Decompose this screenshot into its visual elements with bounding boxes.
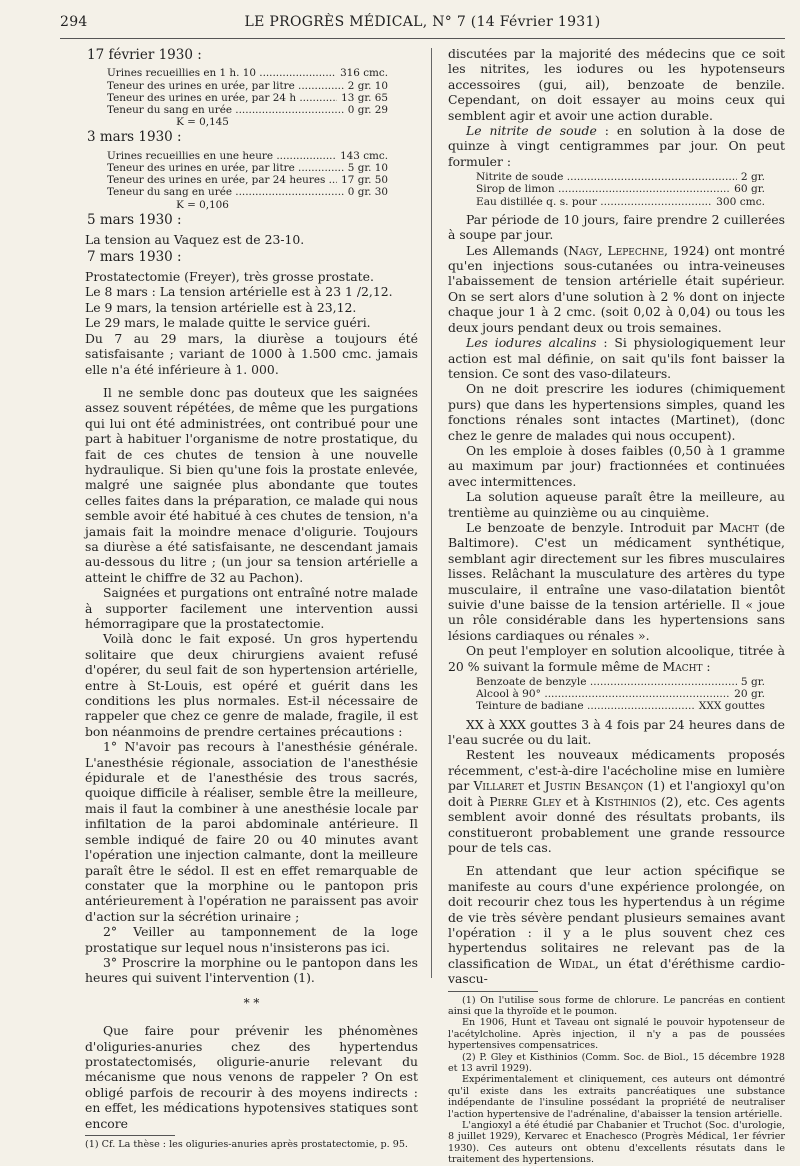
- paragraph: discutées par la majorité des médecins que ce soit les nitrites, les iodures ou les hypotenseurs accessoires (gui, ail), benzoate de benzile. Cependant, on doit essayer au moins ceux qui semblent agir et avoir une action durable.: [448, 46, 785, 123]
- footnote-rule: [85, 1135, 175, 1136]
- k-value-2: K = 0,106: [176, 198, 229, 211]
- paragraph: Que faire pour prévenir les phénomènes d'oliguries-anuries chez des hypertendus prostatectomisés, oligurie-anurie relevant du mécanisme que nous venons de rappeler ? On est obligé parfois de recourir à des moyens indirects : en effet, les médications hypotensives statiques sont encore: [85, 1023, 418, 1131]
- paragraph: Le nitrite de soude : en solution à la dose de quinze à vingt centigrammes par jour. On peut formuler :: [448, 123, 785, 169]
- footnote: (1) Cf. La thèse : les oliguries-anuries après prostatectomie, p. 95.: [85, 1139, 408, 1150]
- section-separator: * *: [243, 995, 260, 1010]
- table-row: Teneur du sang en urée ..... 0 gr. 30: [107, 186, 388, 198]
- urine-table-1: [107, 67, 388, 128]
- journal-title: LE PROGRÈS MÉDICAL, N° 7 (14 Février 1931): [244, 14, 601, 30]
- table-row: Teneur des urines en urée, par 24 h ..... 13 gr. 65: [107, 92, 388, 104]
- footnotes: [448, 995, 785, 1166]
- table-row: Teneur des urines en urée, par litre ..... 2 gr. 10: [107, 80, 388, 92]
- paragraph: Restent les nouveaux médicaments proposés récemment, c'est-à-dire l'acécholine mise en lumière par Villaret et Justin Besançon (1) et l'angioxyl qu'on doit à Pierre Gley et à Kisthinios (2), etc. Ces agents semblent avoir donné des résultats probants, ils constitueront probablement une grande ressource pour de tels cas.: [448, 747, 785, 855]
- footnote: En 1906, Hunt et Taveau ont signalé le pouvoir hypotenseur de l'acétylcholine. Après injection, il n'y a pas de poussées hypertensives compensatrices.: [448, 1017, 785, 1052]
- date-7-mars: 7 mars 1930 :: [87, 248, 182, 265]
- right-column: [448, 46, 785, 1166]
- footnote: L'angioxyl a été étudié par Chabanier et Truchot (Soc. d'urologie, 8 juillet 1929), Kervarec et Enachesco (Progrès Médical, 1er février 1930). Ces auteurs ont obtenu d'excellents résutats dans le traitement des hypertensions.: [448, 1120, 785, 1166]
- urine-table-2: [107, 150, 388, 211]
- paragraph: Les Allemands (Nagy, Lepechne, 1924) ont montré qu'en injections sous-cutanées ou intra-veineuses l'abaissement de tension artérielle était supérieur. On se sert alors d'une solution à 2 % dont on injecte chaque jour 1 à 2 cmc. (soit 0,02 à 0,04) ou tous les deux jours pendant deux ou trois semaines.: [448, 242, 786, 335]
- paragraph: Le 29 mars, le malade quitte le service guéri.: [85, 315, 371, 331]
- paragraph: 3° Proscrire la morphine ou le pantopon dans les heures qui suivent l'intervention (1).: [85, 954, 418, 986]
- footnote: (2) P. Gley et Kisthinios (Comm. Soc. de Biol., 15 décembre 1928 et 13 avril 1929).: [448, 1051, 785, 1074]
- table-row: Sirop de limon ..... 60 gr.: [476, 183, 765, 195]
- page-header: [60, 14, 785, 34]
- paragraph: Le benzoate de benzyle. Introduit par Macht (de Baltimore). C'est un médicament synthétique, semblant agir directement sur les fibres musculaires lisses. Relâchant la musculature des artères du type musculaire, il entraîne une vaso-dilatation bientôt suivie d'une baisse de la tension artérielle. Il « joue un rôle considérable dans les hypertensions sans lésions cardiaques ou rénales ».: [448, 519, 785, 643]
- table-row: Nitrite de soude ..... 2 gr.: [476, 171, 765, 183]
- nitrite-formula: [476, 171, 765, 208]
- paragraph: La tension au Vaquez est de 23-10.: [85, 232, 305, 248]
- paragraph: Par période de 10 jours, faire prendre 2 cuillerées à soupe par jour.: [448, 211, 785, 243]
- paragraph: Il ne semble donc pas douteux que les saignées assez souvent répétées, de même que les purgations qui lui ont été administrées, ont contribué pour une part à habituer l'organisme de notre prostatique, du fait de ces chutes de tension à une nouvelle hydraulique. Si bien qu'une fois la prostate enlevée, malgré une saignée plus abondante que toutes celles faites dans la préparation, ce malade qui nous semble avoir été habitué à ces chutes de tension, n'a jamais fait la moindre menace d'oligurie. Toujours sa diurèse a été satisfaisante, ne descendant jamais au-dessous du litre ; (un jour sa tension artérielle a atteint le chiffre de 32 au Pachon).: [85, 384, 418, 585]
- table-row: Teinture de badiane ..... XXX gouttes: [476, 700, 765, 712]
- k-value-1: K = 0,145: [176, 116, 229, 129]
- page-number: 294: [60, 14, 88, 30]
- paragraph: Le 9 mars, la tension artérielle est à 23,12.: [85, 299, 357, 315]
- paragraph: Prostatectomie (Freyer), très grosse prostate.: [85, 269, 374, 285]
- date-5-mars: 5 mars 1930 :: [87, 211, 182, 228]
- paragraph: Saignées et purgations ont entraîné notre malade à supporter facilement une intervention aussi hémorragipare que la prostatectomie.: [85, 585, 418, 631]
- paragraph: Le 8 mars : La tension artérielle est à 23 1 /2,12.: [85, 284, 393, 300]
- paragraph: La solution aqueuse paraît être la meilleure, au trentième au quinzième ou au cinquième.: [448, 489, 785, 520]
- paragraph: On ne doit prescrire les iodures (chimiquement purs) que dans les hypertensions simples, quand les fonctions rénales sont intactes (Martinet), (donc chez le genre de malades qui nous occupent).: [448, 381, 785, 443]
- table-row: Teneur des urines en urée, par litre ..... 5 gr. 10: [107, 162, 388, 174]
- header-rule: [60, 38, 785, 39]
- table-row: Eau distillée q. s. pour ..... 300 cmc.: [476, 196, 765, 208]
- paragraph: Voilà donc le fait exposé. Un gros hypertendu solitaire que deux chirurgiens avaient refusé d'opérer, du seul fait de son hypertension artérielle, entre à St-Louis, est opéré et guérit dans les conditions les plus normales. Est-il nécessaire de rappeler que chez ce genre de malade, fragile, il est bon néanmoins de prendre certaines précautions :: [85, 631, 418, 739]
- table-row: Alcool à 90° ..... 20 gr.: [476, 688, 765, 700]
- paragraph: 2° Veiller au tamponnement de la loge prostatique sur lequel nous n'insisterons pas ici.: [85, 924, 418, 955]
- table-row: Teneur des urines en urée, par 24 heures ..... 17 gr. 50: [107, 174, 388, 186]
- table-row: Benzoate de benzyle ..... 5 gr.: [476, 676, 765, 688]
- paragraph: 1° N'avoir pas recours à l'anesthésie générale. L'anesthésie régionale, association de l'anesthésie épidurale et de l'anesthésie des trous sacrés, quoique difficile à réaliser, semble être la meilleure, mais il faut la combiner à une anesthésie locale par infiltation de la paroi abdominale antérieure. Il semble indiqué de faire 20 ou 40 minutes avant l'opération une injection calmante, dont la meilleure paraît être le sédol. Il est en effet remarquable de constater que la morphine ou le pantopon pris antérieurement à l'opération ne paraissent pas avoir d'action sur la sécrétion urinaire ;: [85, 739, 418, 924]
- paragraph: En attendant que leur action spécifique se manifeste au cours d'une expérience prolongée, on doit recourir chez tous les hypertendus à un régime de vie très sévère pendant plusieurs semaines avant l'opération : il y a le plus souvent chez ces hypertendus solitaires ne relevant pas de la classification de Widal, un état d'éréthisme cardio-vascu-: [448, 863, 785, 987]
- date-3-mars: 3 mars 1930 :: [87, 129, 182, 146]
- left-column: [85, 46, 418, 1150]
- table-row: Urines recueillies en 1 h. 10 ..... 316 cmc.: [107, 67, 388, 79]
- paragraph: XX à XXX gouttes 3 à 4 fois par 24 heures dans de l'eau sucrée ou du lait.: [448, 716, 785, 748]
- table-row: Teneur du sang en urée ..... 0 gr. 29: [107, 104, 388, 116]
- paragraph: Du 7 au 29 mars, la diurèse a toujours été satisfaisante ; variant de 1000 à 1.500 cmc. jamais elle n'a été inférieure à 1. 000.: [85, 330, 418, 377]
- paragraph: On les emploie à doses faibles (0,50 à 1 gramme au maximum par jour) fractionnées et continuées avec intermittences.: [448, 442, 785, 489]
- paragraph: Les iodures alcalins : Si physiologiquement leur action est mal définie, on sait qu'ils font baisser la tension. Ce sont des vaso-dilateurs.: [448, 335, 785, 381]
- footnote: (1) On l'utilise sous forme de chlorure. Le pancréas en contient ainsi que la thyroïde et le poumon.: [448, 994, 785, 1017]
- paragraph: On peut l'employer en solution alcoolique, titrée à 20 % suivant la formule même de Macht :: [448, 643, 785, 674]
- date-17-fevrier: 17 février 1930 :: [87, 47, 202, 63]
- footnote: Expérimentalement et cliniquement, ces auteurs ont démontré qu'il existe dans les extraits pancréatiques une substance indépendante de l'insuline possédant la propriété de neutraliser l'action hypertensive de l'adrénaline, d'abaisser la tension artérielle.: [448, 1074, 785, 1120]
- table-row: Urines recueillies en une heure ..... 143 cmc.: [107, 150, 388, 162]
- column-divider: [431, 48, 432, 978]
- benzoate-formula: [476, 676, 765, 713]
- footnote-rule: [448, 991, 538, 992]
